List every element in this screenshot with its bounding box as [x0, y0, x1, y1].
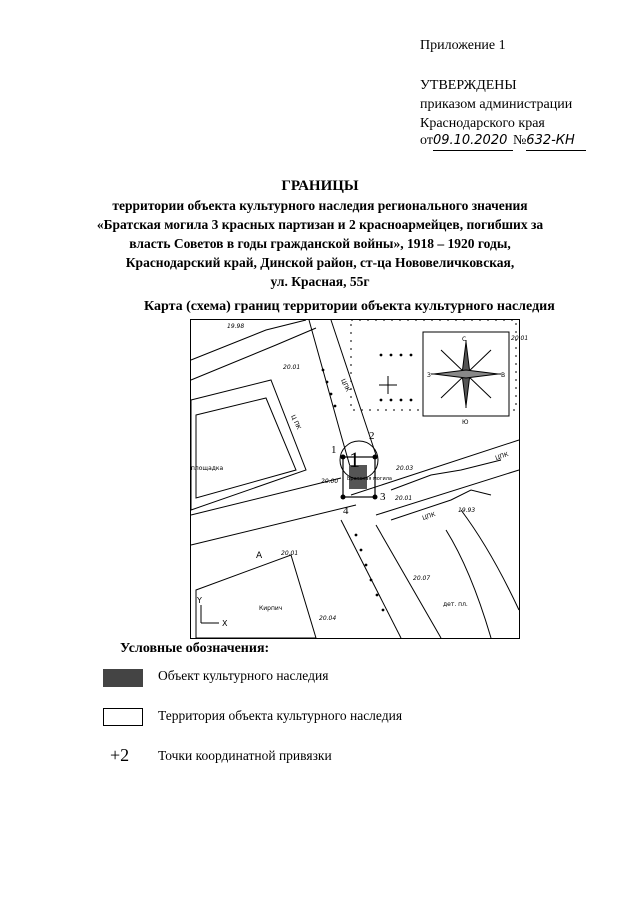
order-date-number — [420, 131, 600, 153]
object-label: Братская могила — [347, 476, 392, 482]
approved-region-line: Краснодарского края — [420, 116, 545, 131]
point-4: 4 — [343, 505, 349, 517]
compass-label-north: С — [462, 336, 467, 343]
point-2: 2 — [369, 430, 375, 442]
elevation-label: 20.01 — [283, 364, 301, 371]
axis-x-label: X — [222, 619, 228, 628]
approved-by-line: приказом администрации — [420, 97, 573, 112]
title-line-4: Краснодарский край, Динской район, ст-ца Нововеличковская, — [125, 255, 515, 270]
object-number: 1 — [349, 447, 360, 472]
approved-label: УТВЕРЖДЕНЫ — [420, 78, 517, 93]
elevation-label: 20.01 — [281, 550, 299, 557]
axis-marker — [201, 605, 219, 623]
compass-rose — [423, 332, 509, 416]
road-edge — [191, 328, 316, 380]
title-line-3: власть Советов в годы гражданской войны», 1918 – 1920 годы, — [129, 236, 511, 251]
plus-marker — [379, 376, 397, 394]
building-inner — [196, 398, 296, 498]
building-a — [196, 555, 316, 638]
street-label: Ц ПК — [289, 413, 303, 431]
axis-y-label: Y — [197, 596, 202, 605]
legend-territory-label: Территория объекта культурного наследия — [158, 708, 403, 723]
street-label: ЦПК — [421, 511, 437, 522]
compass-label-west: З — [427, 372, 431, 379]
number-prefix: № — [512, 133, 527, 148]
elevation-label: 20.07 — [413, 575, 431, 582]
handwritten-number: 632-КН — [526, 131, 586, 151]
title-line-1: территории объекта культурного наследия регионального значения — [112, 198, 528, 213]
elevation-label: 19.93 — [458, 507, 476, 514]
elevation-label: 20.01 — [511, 335, 529, 342]
boundary-map — [190, 319, 529, 639]
street-label: ЦПК — [494, 451, 510, 462]
street-label: ЦПК — [339, 377, 352, 394]
compass-label-east: В — [501, 372, 506, 379]
point-3: 3 — [380, 491, 386, 503]
elevation-label: 20.01 — [395, 495, 413, 502]
title-line-5: ул. Красная, 55г — [270, 274, 370, 289]
area-label: площадка — [191, 465, 224, 472]
area-label: Кирпич — [259, 605, 283, 612]
legend-object-swatch — [103, 669, 143, 687]
elevation-label: 20.03 — [396, 465, 414, 472]
elevation-label: 20.00 — [321, 478, 339, 485]
handwritten-date: 09.10.2020 — [433, 131, 513, 151]
date-prefix: от — [420, 133, 433, 148]
map-caption: Карта (схема) границ территории объекта культурного наследия — [144, 299, 555, 314]
title-line-2: «Братская могила 3 красных партизан и 2 красноармейцев, погибших за — [96, 217, 544, 232]
elevation-label: 20.04 — [319, 615, 337, 622]
appendix-label: Приложение 1 — [420, 38, 506, 53]
legend-point-symbol: +2 — [110, 745, 130, 765]
elevation-label: 19.98 — [227, 323, 245, 330]
area-label: дет. пл. — [443, 601, 468, 608]
legend-point-label: Точки координатной привязки — [158, 748, 332, 763]
point-1: 1 — [331, 444, 337, 456]
legend-territory-swatch — [103, 708, 143, 726]
legend-title: Условные обозначения: — [120, 641, 270, 656]
document-title: ГРАНИЦЫ — [281, 178, 359, 194]
legend-object-label: Объект культурного наследия — [158, 668, 329, 683]
area-label: А — [256, 551, 263, 561]
compass-label-south: Ю — [462, 419, 469, 426]
